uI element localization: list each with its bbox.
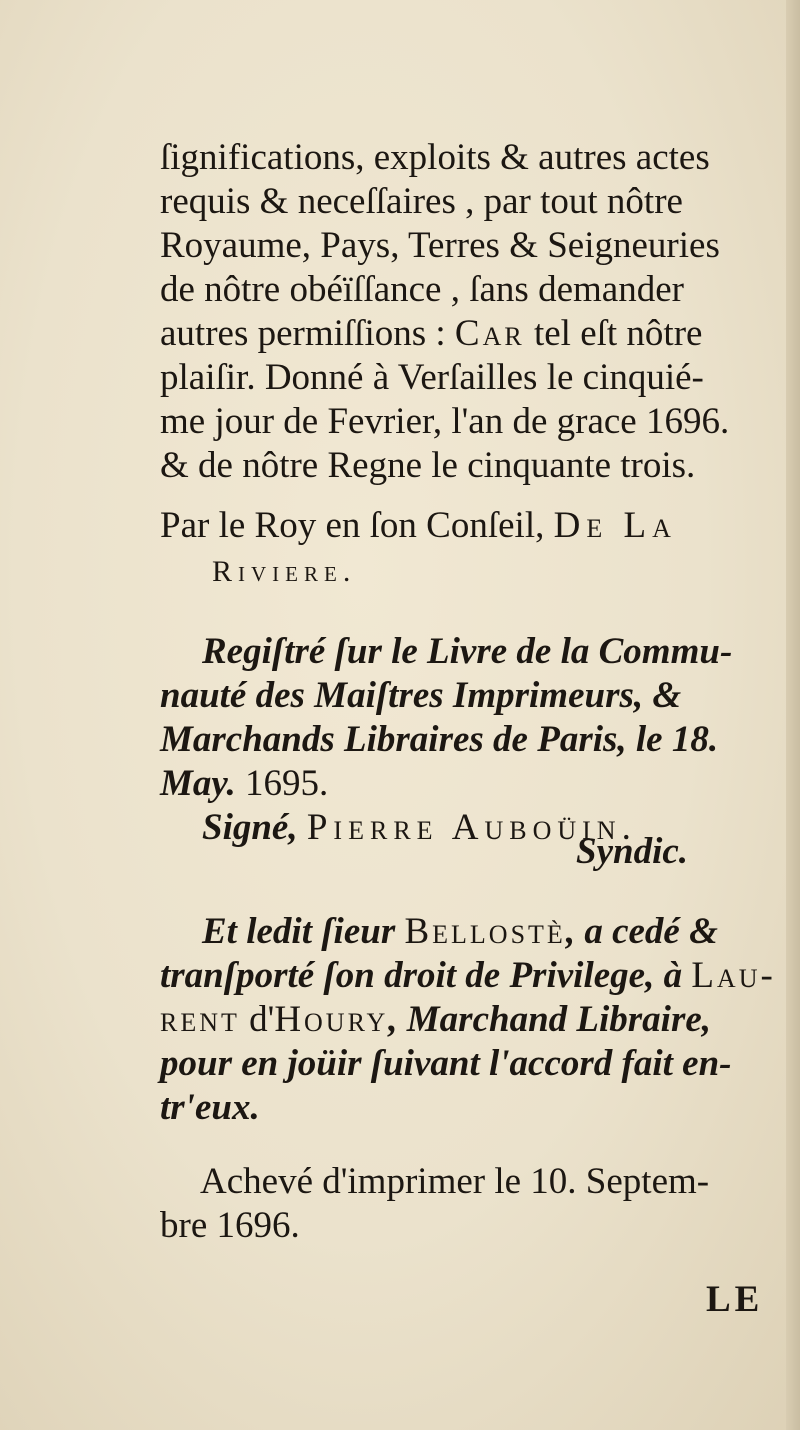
text-line: [160, 312, 764, 356]
text-segment: d': [239, 999, 275, 1040]
text-segment: Lau-: [691, 955, 776, 996]
text-line: requis & neceſſaires , par tout nôtre: [160, 181, 683, 222]
text-line: Marchands Libraires de Paris, le 18.: [160, 719, 719, 760]
signatory-name: De La: [553, 505, 677, 546]
text-line: pour en joüir ſuivant l'accord fait en-: [160, 1043, 732, 1084]
text-line: bre 1696.: [160, 1205, 300, 1246]
text-line: plaiſir. Donné à Verſailles le cinquié-: [160, 357, 704, 398]
text-segment: , Marchand Libraire,: [388, 999, 712, 1040]
text-segment: Car: [454, 313, 525, 354]
text-segment: Par le Roy en ſon Conſeil,: [160, 505, 554, 546]
text-line: & de nôtre Regne le cinquante trois.: [160, 445, 696, 486]
text-segment: tel eſt nôtre: [524, 313, 703, 354]
text-line: tr'eux.: [160, 1087, 260, 1128]
signatory-name: Riviere.: [212, 555, 357, 588]
text-segment: tranſporté ſon droit de Privilege, à: [160, 955, 692, 996]
text-line: [202, 910, 718, 954]
text-line: [160, 504, 677, 548]
catchword: LE: [706, 1279, 764, 1320]
text-segment: Signé,: [202, 807, 307, 848]
page-edge: [786, 0, 800, 1430]
text-line: Achevé d'imprimer le 10. Septem-: [200, 1161, 710, 1202]
text-line: [202, 806, 637, 850]
text-segment: Houry: [274, 999, 389, 1040]
text-line: [160, 762, 328, 806]
text-line: [160, 954, 776, 998]
text-line: nauté des Maiſtres Imprimeurs, &: [160, 675, 682, 716]
text-segment: May.: [160, 763, 236, 804]
text-segment: Bellostè: [404, 911, 566, 952]
text-line: Syndic.: [576, 831, 689, 872]
text-line: ſignifications, exploits & autres actes: [160, 137, 710, 178]
text-line: de nôtre obéïſſance , ſans demander: [160, 269, 684, 310]
text-segment: autres permiſſions :: [160, 313, 455, 354]
text-line: Regiſtré ſur le Livre de la Commu-: [202, 631, 733, 672]
text-line: [160, 998, 711, 1042]
signatory-name: Pierre Auboüin.: [306, 807, 637, 848]
text-segment: , a cedé &: [565, 911, 718, 952]
text-segment: Et ledit ſieur: [202, 911, 405, 952]
text-line: Royaume, Pays, Terres & Seigneuries: [160, 225, 720, 266]
text-line: me jour de Fevrier, l'an de grace 1696.: [160, 401, 730, 442]
text-segment: 1695.: [235, 763, 329, 804]
text-segment: rent: [160, 999, 240, 1040]
